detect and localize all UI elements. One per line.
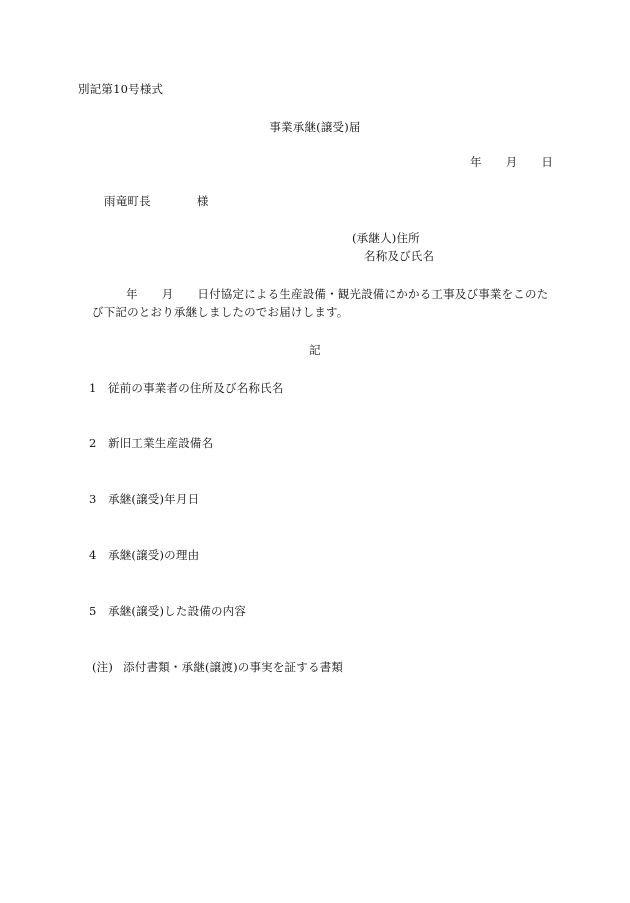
list-item: [89, 548, 199, 562]
list-item: [89, 604, 246, 618]
item-number: 3: [89, 492, 97, 506]
list-item: [89, 492, 199, 506]
item-label: 新旧工業生産設備名: [108, 436, 214, 450]
item-label: 承継(譲受)年月日: [108, 492, 200, 506]
item-label: 従前の事業者の住所及び名称氏名: [108, 381, 284, 395]
applicant-address-label: (承継人)住所: [352, 231, 420, 245]
addressee: [104, 194, 209, 208]
item-number: 4: [89, 548, 97, 562]
list-item: [89, 381, 284, 395]
item-label: 承継(譲受)の理由: [108, 548, 200, 562]
date-month: 月: [505, 155, 518, 169]
date-line: [446, 155, 553, 169]
body-month: 月: [161, 287, 174, 301]
body-line1-rest: 日付協定による生産設備・観光設備にかかる工事及び事業をこのた: [197, 287, 549, 301]
addressee-name: 雨竜町長: [104, 194, 151, 208]
applicant-name-label: 名称及び氏名: [364, 249, 435, 263]
attachment-note: [92, 660, 343, 674]
document-title: 事業承継(譲受)届: [269, 120, 361, 134]
form-number: 別記第10号様式: [78, 82, 164, 96]
date-year: 年: [470, 155, 482, 169]
body-year: 年: [126, 287, 138, 301]
item-number: 5: [89, 604, 97, 618]
addressee-honorific: 様: [196, 194, 209, 208]
item-label: 承継(譲受)した設備の内容: [108, 604, 247, 618]
ki-heading: 記: [309, 343, 321, 357]
item-number: 1: [89, 381, 97, 395]
body-text-line-1: [126, 287, 548, 301]
date-day: 日: [541, 155, 554, 169]
note-prefix: (注): [92, 660, 114, 674]
note-text: 添付書類・承継(譲渡)の事実を証する書類: [123, 660, 344, 674]
item-number: 2: [89, 436, 97, 450]
body-text-line-2: び下記のとおり承継しましたのでお届けします。: [92, 305, 349, 319]
list-item: [89, 436, 213, 450]
